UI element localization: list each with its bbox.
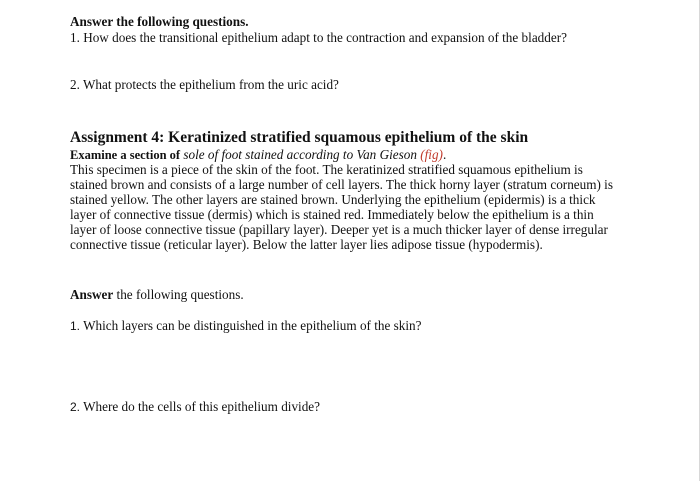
section1-heading-text: Answer the following questions. (70, 14, 249, 29)
answer-rest-text: the following questions. (116, 287, 244, 302)
question-number: 2. (70, 77, 80, 92)
question-text: Where do the cells of this epithelium divide? (83, 399, 321, 414)
examine-end-punct: . (442, 147, 447, 162)
figure-reference-link[interactable]: (fig) (420, 147, 443, 162)
paragraph-line: layer of connective tissue (dermis) which is stained red. Immediately below the epithelium is a thin (70, 207, 594, 222)
examine-bold-text: Examine a section of (70, 148, 181, 162)
question-number: 1. (70, 30, 80, 45)
section2-question-1 (70, 318, 421, 334)
question-number: 2. (70, 400, 81, 414)
section1-question-1 (70, 30, 567, 45)
examine-italic-text: sole of foot stained according to Van Gieson (183, 147, 417, 162)
paragraph-line: This specimen is a piece of the skin of the foot. The keratinized stratified squamous epithelium is (70, 162, 583, 177)
question-text: Which layers can be distinguished in the epithelium of the skin? (83, 318, 422, 333)
section2-heading (70, 287, 244, 302)
paragraph-line: stained brown and consists of a large number of cell layers. The thick horny layer (stratum corneum) is (70, 177, 613, 192)
section1-question-2 (70, 77, 339, 92)
assignment-title (70, 129, 528, 147)
paragraph-line: connective tissue (reticular layer). Below the latter layer lies adipose tissue (hypodermis). (70, 237, 543, 252)
section2-question-2 (70, 399, 320, 415)
question-text: How does the transitional epithelium adapt to the contraction and expansion of the bladder? (83, 30, 567, 45)
question-text: What protects the epithelium from the uric acid? (82, 77, 339, 92)
paragraph-line: stained yellow. The other layers are stained brown. Underlying the epithelium (epidermis) is a thick (70, 192, 596, 207)
assignment-title-text: Assignment 4: Keratinized stratified squamous epithelium of the skin (70, 129, 529, 146)
answer-bold-text: Answer (70, 287, 114, 302)
paragraph-line: layer of loose connective tissue (papillary layer). Deeper yet is a much thicker layer of dense irregular (70, 222, 608, 237)
question-number: 1. (70, 319, 81, 333)
section1-heading (70, 14, 249, 29)
examine-line (70, 147, 446, 163)
